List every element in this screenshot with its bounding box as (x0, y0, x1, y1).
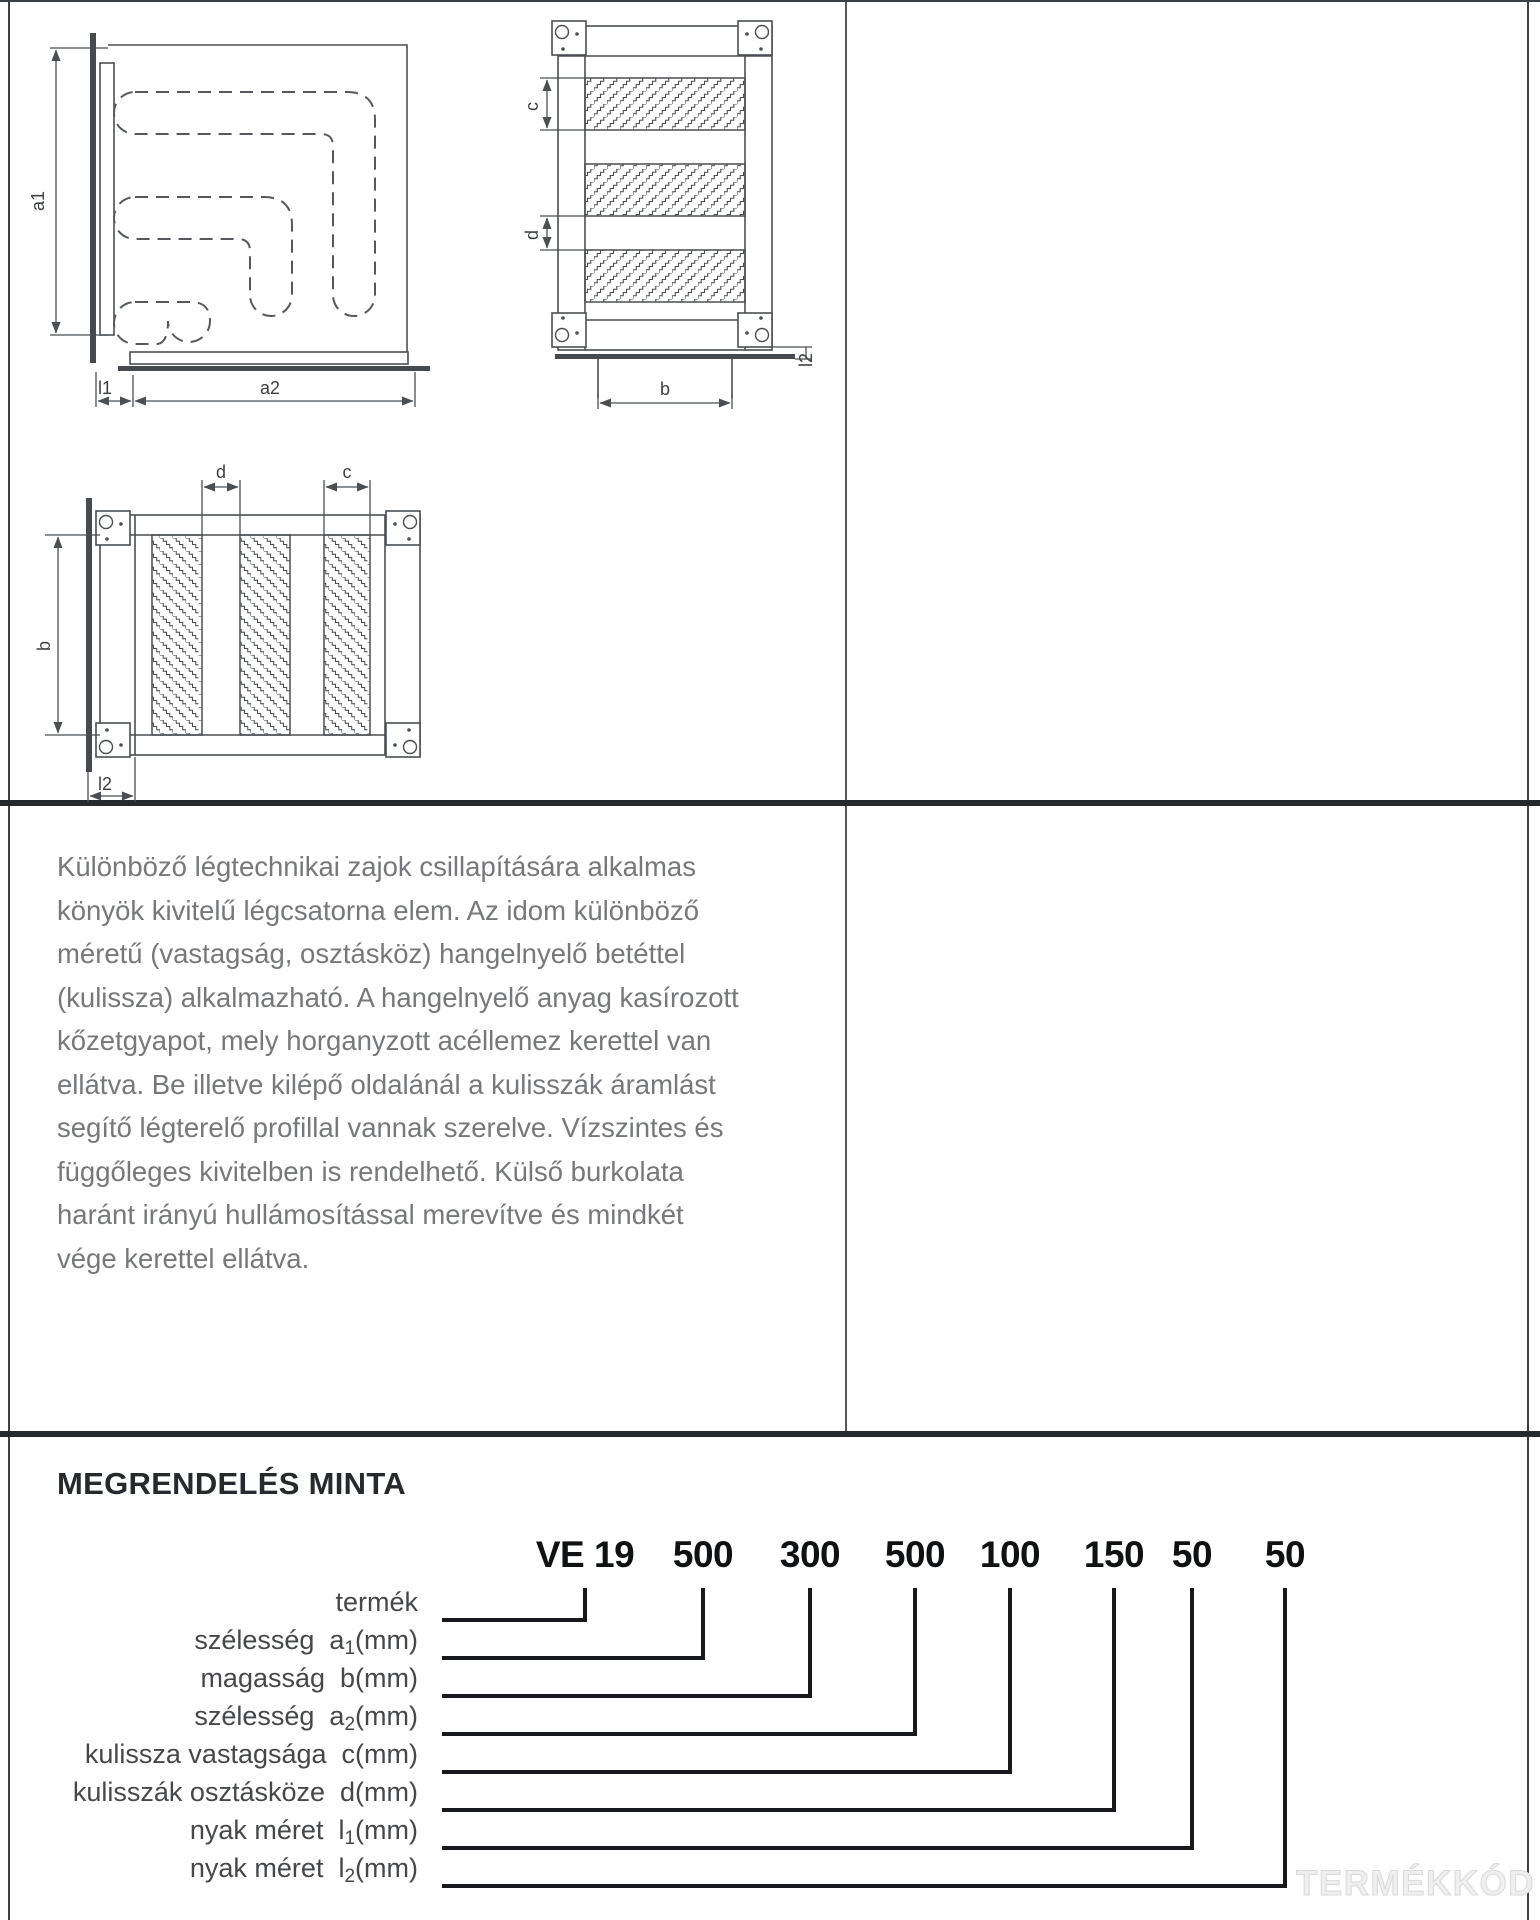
code-part: 50 (1171, 1534, 1213, 1575)
inlet-flange-plate (90, 33, 96, 363)
dim-label-d: d (522, 229, 542, 240)
section-divider-2 (0, 1431, 1540, 1437)
elbow-body-outline (108, 45, 407, 352)
code-part: 150 (1083, 1534, 1145, 1575)
description-line: ellátva. Be illetve kilépő oldalánál a kulisszák áramlást (57, 1068, 716, 1100)
dim-label-l2: l2 (796, 352, 816, 367)
dim-label-d: d (215, 462, 227, 482)
description-line: méretű (vastagság, osztásköz) hangelnyelő betéttel (57, 938, 686, 969)
outlet-frame (130, 352, 408, 364)
description-line: Különböző légtechnikai zajok csillapítására alkalmas (57, 851, 696, 882)
baffle-channel-inner (114, 302, 210, 344)
code-part: 500 (884, 1534, 946, 1575)
dim-label-l2: l2 (98, 774, 113, 794)
page-border-right (1527, 0, 1529, 1920)
baffle-channel-outer (114, 92, 375, 316)
code-connector (442, 1588, 703, 1658)
code-label: nyak méret l1(mm) (189, 1815, 418, 1849)
code-part: 100 (979, 1534, 1041, 1575)
description-line: kőzetgyapot, mely horganyzott acéllemez kerettel van (57, 1025, 712, 1056)
code-connector (442, 1588, 1010, 1772)
base-plate (555, 354, 795, 359)
dim-label-l1: l1 (98, 378, 113, 398)
code-label: nyak méret l2(mm) (189, 1853, 418, 1887)
absorber-baffle (324, 535, 370, 735)
dim-label-c: c (342, 462, 352, 482)
absorber-baffle (585, 250, 745, 302)
code-connector (442, 1588, 1114, 1810)
code-part: 500 (672, 1534, 734, 1575)
code-label: termék (335, 1587, 418, 1617)
code-connector (442, 1588, 810, 1696)
product-code-watermark: TERMÉKKÓD (1296, 1864, 1536, 1903)
absorber-baffle (240, 535, 290, 735)
dim-label-a1: a1 (28, 190, 48, 211)
baffle-channel-middle (114, 197, 292, 316)
description-line: (kulissza) alkalmazható. A hangelnyelő anyag kasírozott (57, 981, 739, 1013)
code-label: szélesség a2(mm) (194, 1701, 418, 1735)
inlet-flange-plate (86, 498, 92, 772)
dim-label-b: b (659, 379, 671, 399)
code-connector (442, 1588, 585, 1620)
absorber-baffle (585, 164, 745, 216)
page-border-top (0, 0, 1540, 2)
description-line: vége kerettel ellátva. (57, 1242, 310, 1274)
column-divider (845, 2, 847, 1432)
code-part: 50 (1264, 1534, 1306, 1575)
description-block (57, 845, 739, 1280)
description-line: függőleges kivitelben is rendelhető. Külső burkolata (57, 1155, 684, 1187)
order-sample-heading: MEGRENDELÉS MINTA (57, 1466, 406, 1501)
d-extension-lines (202, 480, 240, 535)
code-label: magasság b(mm) (200, 1663, 418, 1693)
outlet-flange-plate (118, 366, 430, 371)
diagram-top-view (30, 460, 450, 815)
description-line: segítő légterelő profillal vannak szerelve. Vízszintes és (57, 1112, 724, 1143)
description-line: haránt irányú hullámosítással merevítve és mindkét (57, 1199, 684, 1230)
code-part: 300 (779, 1534, 841, 1575)
diagram-front-view (490, 13, 835, 418)
absorber-baffle (585, 78, 745, 130)
diagram-elbow-side-view (30, 15, 440, 415)
description-line: könyök kivitelű légcsatorna elem. Az idom különböző (57, 894, 700, 926)
absorber-baffle (152, 535, 202, 735)
dim-label-c: c (522, 102, 542, 111)
bottom-extension-lines (96, 372, 415, 407)
code-label: kulissza vastagsága c(mm) (84, 1739, 418, 1769)
dim-label-b: b (34, 640, 54, 651)
code-part: VE 19 (535, 1534, 635, 1575)
code-connector (442, 1588, 1192, 1848)
code-label: kulisszák osztásköze d(mm) (72, 1777, 418, 1807)
code-connector (442, 1588, 1285, 1886)
inlet-frame (100, 63, 114, 335)
code-connector (442, 1588, 915, 1734)
dim-label-a2: a2 (259, 378, 281, 398)
code-label: szélesség a1(mm) (194, 1625, 418, 1659)
c-extension-lines (324, 480, 370, 535)
